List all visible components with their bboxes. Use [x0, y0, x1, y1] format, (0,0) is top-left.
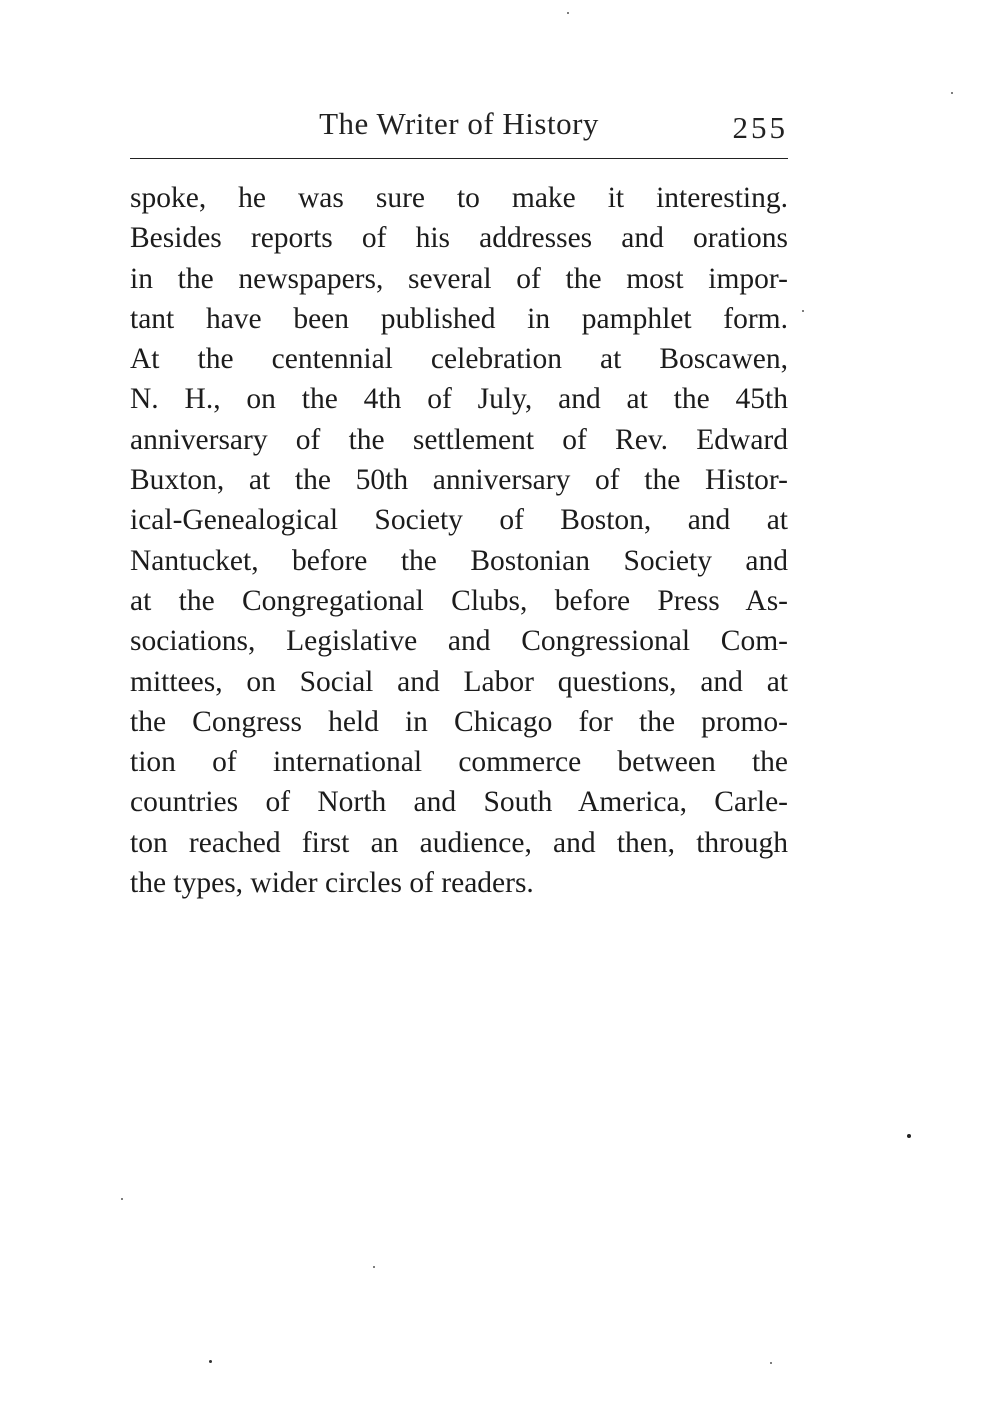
running-title: The Writer of History — [319, 106, 599, 141]
text-line: tion of international commerce between the — [130, 746, 788, 779]
text-line: Buxton, at the 50th anniversary of the Histor- — [130, 464, 788, 497]
page-number: 255 — [732, 110, 788, 145]
text-line: Besides reports of his addresses and orations — [130, 222, 788, 255]
text-line: the types, wider circles of readers. — [130, 867, 534, 900]
body-text — [130, 178, 788, 903]
text-line: the Congress held in Chicago for the promo- — [130, 705, 788, 738]
header-rule — [130, 158, 788, 159]
scan-speck — [770, 1362, 772, 1364]
scan-speck — [951, 92, 953, 94]
text-line: in the newspapers, several of the most impor- — [130, 262, 788, 295]
text-line: tant have been published in pamphlet form. — [130, 302, 788, 335]
text-line: at the Congregational Clubs, before Press As- — [130, 584, 788, 617]
text-line: N. H., on the 4th of July, and at the 45th — [130, 383, 788, 416]
text-line: countries of North and South America, Carle- — [130, 786, 788, 819]
text-line: ical-Genealogical Society of Boston, and at — [130, 504, 788, 537]
text-line: spoke, he was sure to make it interesting. — [130, 182, 788, 214]
running-head — [130, 106, 788, 152]
text-line: Nantucket, before the Bostonian Society and — [130, 544, 788, 577]
scan-speck — [802, 310, 804, 312]
text-line: sociations, Legislative and Congressional Com- — [130, 625, 788, 658]
scan-speck — [373, 1266, 375, 1268]
scan-speck — [567, 12, 569, 14]
text-line: anniversary of the settlement of Rev. Edward — [130, 423, 788, 456]
scan-speck — [907, 1134, 911, 1138]
scan-speck — [209, 1360, 212, 1363]
scan-speck — [121, 1198, 123, 1200]
text-line: ton reached first an audience, and then, through — [130, 826, 788, 859]
text-line: mittees, on Social and Labor questions, and at — [130, 665, 788, 698]
text-line: At the centennial celebration at Boscawen, — [130, 343, 788, 376]
